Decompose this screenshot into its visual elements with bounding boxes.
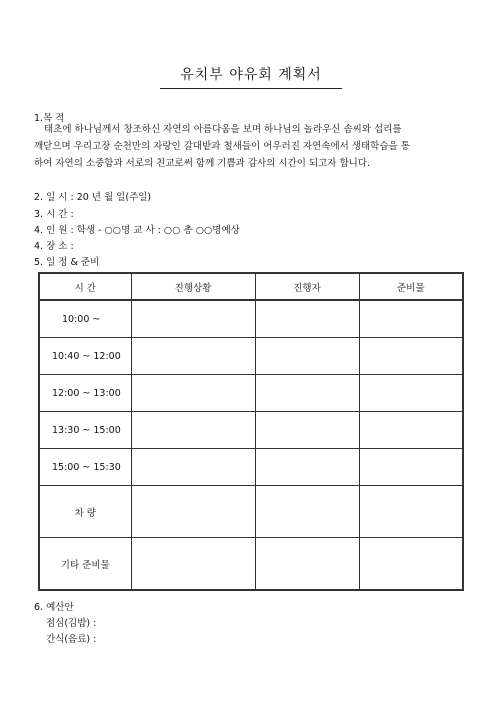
header-progress: 진행상황: [131, 273, 255, 300]
progress-cell: [131, 538, 255, 591]
budget-heading: 6. 예산안: [34, 602, 74, 613]
purpose-heading: 1.목 적: [34, 113, 65, 124]
date-line: 2. 일 시 : 20 년 월 일(주일): [34, 192, 152, 203]
leader-cell: [255, 412, 359, 449]
row-time-cell: 15:00 ~ 15:30: [39, 449, 131, 486]
purpose-line-1: 태초에 하나님께서 창조하신 자연의 아름다움을 보며 하나님의 놀라우신 솜씨와 섭리를: [44, 124, 402, 135]
progress-cell: [131, 412, 255, 449]
row-time-cell: 12:00 ~ 13:00: [39, 375, 131, 412]
place-line: 4. 장 소 :: [34, 241, 74, 252]
table-row: [39, 412, 463, 449]
people-line: 4. 인 원 : 학생 - ○○명 교 사 : ○○ 총 ○○명예상: [34, 225, 240, 236]
supplies-cell: [359, 375, 463, 412]
header-leader: 진행자: [255, 273, 359, 300]
header-supplies: 준비물: [359, 273, 463, 300]
leader-cell: [255, 375, 359, 412]
schedule-table: [38, 272, 464, 591]
purpose-paragraph: [34, 121, 470, 172]
supplies-cell: [359, 486, 463, 538]
table-row: [39, 538, 463, 591]
row-vehicle-cell: 차 량: [39, 486, 131, 538]
leader-cell: [255, 486, 359, 538]
progress-cell: [131, 375, 255, 412]
table-row: [39, 300, 463, 338]
supplies-cell: [359, 538, 463, 591]
leader-cell: [255, 538, 359, 591]
header-time: 시 간: [39, 273, 131, 300]
leader-cell: [255, 449, 359, 486]
schedule-heading: 5. 일 정 & 준비: [34, 257, 100, 268]
progress-cell: [131, 449, 255, 486]
table-header-row: [39, 273, 463, 300]
row-time-cell: 13:30 ~ 15:00: [39, 412, 131, 449]
progress-cell: [131, 338, 255, 375]
table-row: [39, 486, 463, 538]
purpose-line-3: 하여 자연의 소중함과 서로의 친교로써 함께 기쁨과 감사의 시간이 되고자 합니다.: [34, 158, 371, 169]
progress-cell: [131, 300, 255, 338]
supplies-cell: [359, 412, 463, 449]
document-title: 유치부 야유회 계획서: [160, 64, 342, 89]
budget-snack-line: 간식(음료) :: [46, 634, 97, 645]
leader-cell: [255, 338, 359, 375]
time-line: 3. 시 간 :: [34, 209, 74, 220]
leader-cell: [255, 300, 359, 338]
row-time-cell: 10:40 ~ 12:00: [39, 338, 131, 375]
supplies-cell: [359, 300, 463, 338]
progress-cell: [131, 486, 255, 538]
budget-lunch-line: 점심(김밥) :: [46, 618, 97, 629]
row-time-cell: 10:00 ~: [39, 300, 131, 338]
row-other-supplies-cell: 기타 준비물: [39, 538, 131, 591]
purpose-line-2: 깨닫으며 우리고장 순천만의 자랑인 갈대밭과 철새들이 어우러진 자연속에서 생태학습을 통: [34, 141, 410, 152]
table-row: [39, 449, 463, 486]
supplies-cell: [359, 338, 463, 375]
table-row: [39, 338, 463, 375]
supplies-cell: [359, 449, 463, 486]
table-row: [39, 375, 463, 412]
